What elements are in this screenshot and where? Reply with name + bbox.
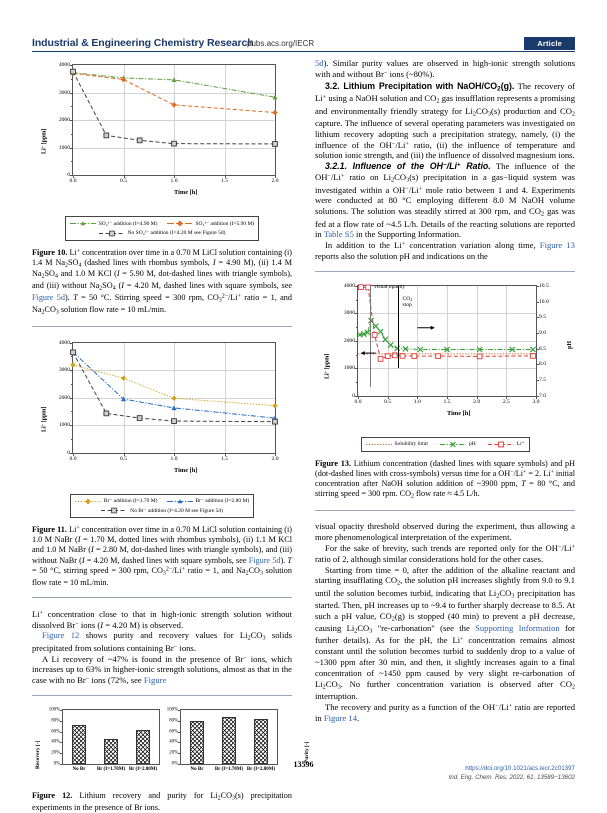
x-tick-label: 1.5 (221, 455, 228, 462)
bar-category-label: Br (I=2.80M) (246, 766, 276, 772)
section-3-2-heading: 3.2. Lithium Precipitation with NaOH/$CO_2(g)$. (325, 80, 515, 93)
legend-label: Br⁻ addition (I=2.80 M) (195, 498, 250, 505)
y-tick-label: 0% (53, 761, 60, 767)
x-tick-label: 1.5 (443, 398, 451, 405)
figure-13-xlabel: Time [h] (447, 409, 471, 417)
figure-13-ylabel-left: Li+ [ppm] (323, 353, 331, 379)
legend-swatch-line (167, 220, 193, 227)
y-tick-label: 3000 (58, 367, 70, 374)
y-tick-label: 100% (166, 707, 178, 713)
data-series-line (73, 73, 275, 97)
paragraph-section-3-2: 3.2. Lithium Precipitation with NaOH/$CO_2(g)$. The recovery of Li+ using a NaOH solution and $CO_2$ gas insufflation represents a promising and environmentally friendly strategy for $Li_2CO_3(s)$ production and $CO_2$ capture. The influence of several operating parameters was investigated on lithium recovery adopting such a precipitation strategy, namely, (i) the influence of the OH−/Li+ ratio, (ii) the influence of temperature and solution ionic strength, and (iii) the influence of dissolved magnesium ions. (315, 80, 575, 161)
legend-item-br-170 (75, 498, 158, 505)
figure-13-legend (361, 437, 530, 452)
bar-category-label: Br (I=2.80M) (128, 766, 158, 772)
divider (32, 597, 292, 598)
x-tick-label: 2.0 (271, 178, 279, 184)
figure-11 (32, 336, 292, 588)
legend-label: Li⁺ (516, 441, 525, 448)
figure-10 (32, 58, 292, 317)
y-tick-label: 3000 (58, 89, 70, 96)
figure-13-ylabel-right: pH (567, 340, 573, 349)
legend-swatch-line (167, 498, 193, 505)
legend-swatch-line (101, 507, 127, 514)
x-tick-label: 0.0 (69, 178, 77, 184)
y-right-tick-label: 9.0 (539, 330, 546, 337)
figure-11-xlabel: Time [h] (174, 466, 198, 474)
x-tick-label: 3.0 (532, 398, 540, 405)
figure-12-recovery-plot (48, 707, 160, 772)
citation-line: Ind. Eng. Chem. Res. 2022, 61, 13589−13602 (448, 774, 575, 782)
legend-swatch-line (70, 220, 96, 227)
figure-12-caption-text: Lithium recovery and purity for $Li_2CO_3(s)$ precipitation experiments in the presence of Br ions. (32, 791, 292, 812)
data-series-line (73, 352, 275, 421)
legend-item-ph (440, 441, 476, 448)
y-tick-label: 40% (51, 739, 60, 745)
y-tick-label: 60% (169, 729, 178, 735)
page-number: 13596 (293, 760, 314, 769)
bar (222, 717, 236, 764)
paragraph-figure13-ref: In addition to the Li+ concentration variation along time, Figure 13 reports also the solution pH and indications on the (315, 240, 575, 262)
y-tick-label: 2000 (58, 117, 70, 123)
figure-10-ylabel: Li+ [ppm] (40, 128, 48, 154)
journal-title: Industrial & Engineering Chemistry Research (32, 37, 254, 49)
x-tick-label: 1.0 (413, 398, 421, 405)
bar (136, 730, 150, 764)
right-column (315, 58, 575, 724)
legend-item-solubility-limit (366, 441, 428, 448)
x-tick-label: 1.0 (170, 178, 178, 184)
data-series-line (73, 72, 275, 144)
figure-12-recovery-ylabel: Recovery [-] (35, 740, 41, 770)
y-tick-label: 80% (169, 718, 178, 724)
y-right-tick-label: 8.0 (539, 361, 546, 368)
legend-label: Br⁻ addition (I=1.70 M) (103, 498, 158, 505)
paragraph-visual-opacity: visual opacity threshold observed during the experiment, thus allowing a more phenomenological interpretation of the experiment. (315, 521, 575, 543)
legend-label: Solubility limit (394, 441, 428, 448)
bar (254, 719, 268, 764)
chart-annotation: visual opacity (374, 283, 406, 290)
legend-item-so4-590 (167, 220, 255, 227)
figure-11-plot-area (58, 339, 279, 462)
figure-10-plot-area (58, 62, 279, 184)
y-tick-label: 4000 (58, 62, 70, 68)
paragraph-section-3-2-1: 3.2.1. Influence of the OH−/Li+ Ratio. The influence of the OH−/Li+ ratio on $Li_2CO_3(s)$ precipitation in a gas−liquid system was investigated within a OH−/Li+ mole ratio between 1 and 4. Experiments were conducted at 80 °C employing different 8.0 M NaOH volume solutions. The solution was steadily stirred at 300 rpm, and $CO_2$ gas was fed at a flow rate of ~4.5 L/h. Details of the reacting solutions are reported in Table S5 in the Supporting Information. (315, 161, 575, 240)
paragraph-brevity: For the sake of brevity, such trends are reported only for the OH−/Li+ ratio of 2, although similar considerations hold for the other cases. (315, 542, 575, 564)
figure-10-caption-text: Li+ concentration over time in a 0.70 M LiCl solution containing (i) 1.4 M $Na_2SO_4$ (dashed lines with rhombus symbols, I = 4.90 M), (ii) 1.4 M $Na_2SO_4$ and 1.0 M KCl (I = 5.90 M, dot-dashed lines with triangle symbols), and (iii) without $Na_2SO_4$ (I = 4.20 M, dashed lines with square symbols, see Figure 5d). T = 50 °C. Stirring speed = 300 rpm, $CO_3^{2-}/Li^+$ ratio = 1, and $Na_2CO_3$ solution flow rate = 10 mL/min. (32, 247, 293, 316)
y-tick-label: 3000 (343, 310, 355, 317)
figure-10-xlabel: Time [h] (174, 189, 198, 196)
legend-label: No SO₄²⁻ addition (I=4.20 M see Figure 5d) (127, 230, 226, 236)
y-tick-label: 1000 (58, 144, 70, 151)
paragraph-ph-evolution: Starting from time = 0, after the addition of the alkaline reactant and starting insufflating $CO_2$, the solution pH increases slightly from 9.0 to 9.1 until the solution becomes turbid, indicating that $Li_2CO_3$ precipitation has started. Then, pH increases up to ~9.4 to further sharply decrease to 8.5. At such a pH value, $CO_2(g)$ is stopped (40 min) to prevent a pH decrease, causing $Li_2CO_3$ "re-carbonation" (see the Supporting Information for further details). As for the pH, the Li+ concentration remains almost constant until the solution becomes turbid to suddenly drop to a value of ~1300 ppm after 30 min, and then, it slightly increases again to a final concentration of ~1450 ppm caused by very slight re-carbonation of $Li_2CO_3$. No further concentration variation is observed after $CO_2$ interruption. (315, 564, 576, 702)
y-tick-label: 100% (48, 707, 60, 713)
figure-11-chart (32, 336, 292, 488)
x-tick-label: 2.0 (271, 455, 279, 462)
legend-label: SO₄²⁻ addition (I=5.90 M) (195, 220, 255, 227)
y-right-tick-label: 10.5 (539, 282, 549, 289)
divider (32, 326, 292, 327)
bar-category-label: No Br (72, 766, 86, 772)
paragraph-recovery-purity: The recovery and purity as a function of the OH−/Li+ ratio are reported in Figure 14. (315, 701, 575, 723)
bar (72, 725, 86, 764)
running-head (32, 30, 575, 52)
divider (32, 695, 292, 696)
figure-10-caption (32, 248, 292, 317)
figure-11-legend (70, 494, 254, 519)
x-tick-label: 2.5 (502, 398, 510, 405)
bar (190, 721, 204, 764)
figure-13-chart (315, 281, 575, 433)
y-right-tick-label: 9.5 (539, 314, 546, 321)
page-footer (449, 765, 575, 783)
paragraph-li-concentration: Li+ concentration close to that in high-ionic strength solution without dissolved Br− ions (I = 4.20 M) is observed. (32, 608, 292, 630)
bar-category-label: Br (I=1.70M) (96, 766, 126, 772)
y-tick-label: 0 (67, 172, 70, 178)
y-tick-label: 20% (169, 750, 178, 756)
legend-swatch-line (440, 441, 466, 448)
doi-link[interactable]: https://doi.org/10.1021/acs.iecr.2c01397 (465, 765, 575, 773)
x-tick-label: 0.5 (120, 178, 127, 184)
bar-category-label: Br (I=1.70M) (214, 766, 244, 772)
y-right-tick-label: 10.0 (539, 298, 549, 305)
y-tick-label: 80% (51, 718, 60, 724)
divider (315, 510, 575, 511)
legend-item-no-so4 (99, 230, 226, 237)
y-tick-label: 20% (51, 750, 60, 756)
legend-swatch-line (488, 441, 514, 448)
figure-10-legend (65, 216, 260, 241)
legend-label: SO₄²⁻ addition (I=4.90 M) (98, 220, 158, 227)
article-type-badge: Article (524, 37, 575, 51)
series-layer (73, 65, 275, 175)
figure-13 (315, 281, 575, 501)
figure-11-caption-text: Li+ concentration over time in a 0.70 M LiCl solution containing (i) 1.0 M NaBr (I = 1.70 M, dotted lines with rhombus symbols), (ii) 1.1 M KCl and 1.0 M NaBr (I = 2.80 M, dot-dashed lines with triangle symbols), and (iii) without NaBr (I = 4.20 M, dashed lines with square symbols, see Figure 5d). T = 50 °C, stirring speed = 300 rpm, $CO_3^{2-}/Li^+$ ratio = 1, and $Na_2CO_3$ solution flow rate = 10 mL/min. (32, 525, 293, 587)
y-right-tick-label: 8.5 (539, 345, 546, 352)
legend-swatch-line (366, 441, 392, 448)
y-tick-label: 0 (67, 449, 70, 456)
x-tick-label: 0.5 (120, 455, 127, 462)
axis-pointer-arrows (358, 283, 536, 396)
figure-13-plot-area (343, 282, 549, 405)
legend-swatch-line (75, 498, 101, 505)
figure-10-caption-label: Figure 10. (32, 247, 68, 257)
legend-label: pH (468, 441, 476, 448)
y-right-tick-label: 7.0 (539, 392, 546, 399)
publisher-url[interactable]: pubs.acs.org/IECR (247, 39, 315, 48)
legend-item-no-br (101, 507, 223, 514)
x-tick-label: 1.0 (170, 455, 178, 462)
figure-13-caption-text: Lithium concentration (dashed lines with square symbols) and pH (dot-dashed lines with cross-symbols) versus time for a OH−/Li+ = 2. Li+ initial concentration after NaOH solution addition of ~3900 ppm, T = 80 °C, and stirring speed = 300 rpm. $CO_2$ flow rate ≈ 4.5 L/h. (315, 458, 576, 500)
legend-item-br-280 (167, 498, 250, 505)
series-layer (73, 343, 275, 453)
y-tick-label: 0 (352, 392, 355, 399)
x-tick-label: 0.0 (69, 455, 77, 462)
y-tick-label: 1000 (343, 365, 355, 372)
y-tick-label: 4000 (58, 339, 70, 346)
y-tick-label: 2000 (58, 394, 70, 401)
legend-label: No Br⁻ addition (I=4.20 M see Figure 5d) (130, 507, 223, 514)
figure-12-caption (32, 791, 292, 813)
y-tick-label: 0% (171, 761, 178, 767)
paragraph-figure12-ref: Figure 12 shows purity and recovery values for $Li_2CO_3$ solids precipitated from solutions containing Br− ions. (32, 630, 292, 653)
paragraph-li-recovery: A Li recovery of ~47% is found in the presence of Br− ions, which increases up to 63% in higher-ionic strength solutions, almost as that in the case with no Br− ions (72%, see Figure (32, 653, 292, 686)
figure-11-caption-label: Figure 11. (32, 525, 67, 535)
legend-item-li (488, 441, 525, 448)
x-tick-label: 0.5 (384, 398, 392, 405)
figure-12-purity-plot (166, 707, 278, 772)
legend-item-so4-490 (70, 220, 158, 227)
figure-12-purity-ylabel: Purity [-] (304, 741, 310, 764)
x-tick-label: 0.0 (354, 398, 362, 405)
legend-swatch-line (99, 230, 125, 237)
bar-category-label: No Br (190, 766, 204, 772)
figure-12-caption-label: Figure 12. (32, 791, 73, 801)
paragraph-purity-values: 5d). Similar purity values are observed in high-ionic strength solutions with and without Br− ions (~80%). (315, 58, 575, 79)
figure-13-caption (315, 459, 575, 501)
y-tick-label: 60% (51, 729, 60, 735)
figure-11-ylabel: Li+ [ppm] (40, 406, 48, 432)
chart-annotation: $CO_2$ stop (402, 296, 413, 308)
x-tick-label: 2.0 (473, 398, 481, 405)
figure-11-caption (32, 525, 292, 588)
figure-10-chart (32, 58, 292, 210)
y-tick-label: 1000 (58, 422, 70, 429)
y-right-tick-label: 7.5 (539, 377, 546, 384)
y-tick-label: 40% (169, 739, 178, 745)
x-tick-label: 1.5 (221, 178, 228, 184)
y-tick-label: 4000 (343, 282, 355, 289)
figure-13-caption-label: Figure 13. (315, 458, 351, 468)
divider (315, 271, 575, 272)
y-tick-label: 2000 (343, 337, 355, 344)
section-3-2-1-heading: 3.2.1. Influence of the OH−/Li+ Ratio. (325, 161, 491, 172)
